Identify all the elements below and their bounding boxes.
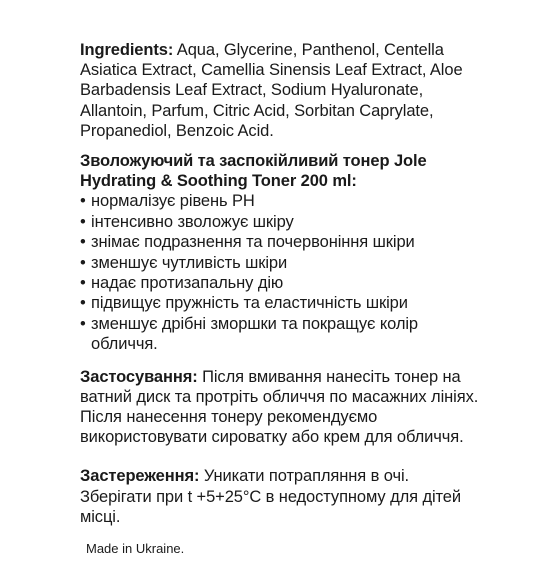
usage-text: Після вмивання нанесіть тонер на ватний диск та протріть обличчя по масажних лініях. Після нанесення тонеру рекомендуємо використовувати сироватку або крем для обличчя. xyxy=(80,367,479,447)
usage-label: Застосування: xyxy=(80,367,198,386)
ingredients-text: Aqua, Glycerine, Panthenol, Centella Asiatica Extract, Camellia Sinensis Leaf Extract, Aloe Barbadensis Leaf Extract, Sodium Hyaluronate, Allantoin, Parfum, Citric Acid, Sorbitan Caprylate, Propanediol, Benzoic Acid. xyxy=(80,41,463,140)
ingredients-label: Ingredients: xyxy=(80,41,174,59)
benefit-item: • зменшує дрібні зморшки та покращує колір обличчя. xyxy=(80,314,480,355)
benefits-list xyxy=(80,191,480,354)
warning-text: Уникати потрапляння в очі. Зберігати при t +5+25°C в недоступному для дітей місці. xyxy=(80,467,462,526)
benefit-item: • зменшує чутливість шкіри xyxy=(80,253,480,273)
benefit-item: • інтенсивно зволожує шкіру xyxy=(80,212,480,232)
product-label-text xyxy=(80,40,480,570)
usage-paragraph xyxy=(80,367,480,448)
made-in-note: Made in Ukraine. xyxy=(86,541,185,557)
benefit-item: • надає протизапальну дію xyxy=(80,273,480,293)
ingredients-paragraph xyxy=(80,40,480,141)
benefit-item: • знімає подразнення та почервоніння шкіри xyxy=(80,232,480,252)
warning-paragraph xyxy=(80,466,480,527)
benefit-item: • нормалізує рівень PH xyxy=(80,191,480,211)
benefit-item: • підвищує пружність та еластичність шкіри xyxy=(80,293,480,313)
warning-label: Застереження: xyxy=(80,467,200,486)
toner-heading: Зволожуючий та заспокійливий тонер Jole Hydrating & Soothing Toner 200 ml: xyxy=(80,152,427,191)
